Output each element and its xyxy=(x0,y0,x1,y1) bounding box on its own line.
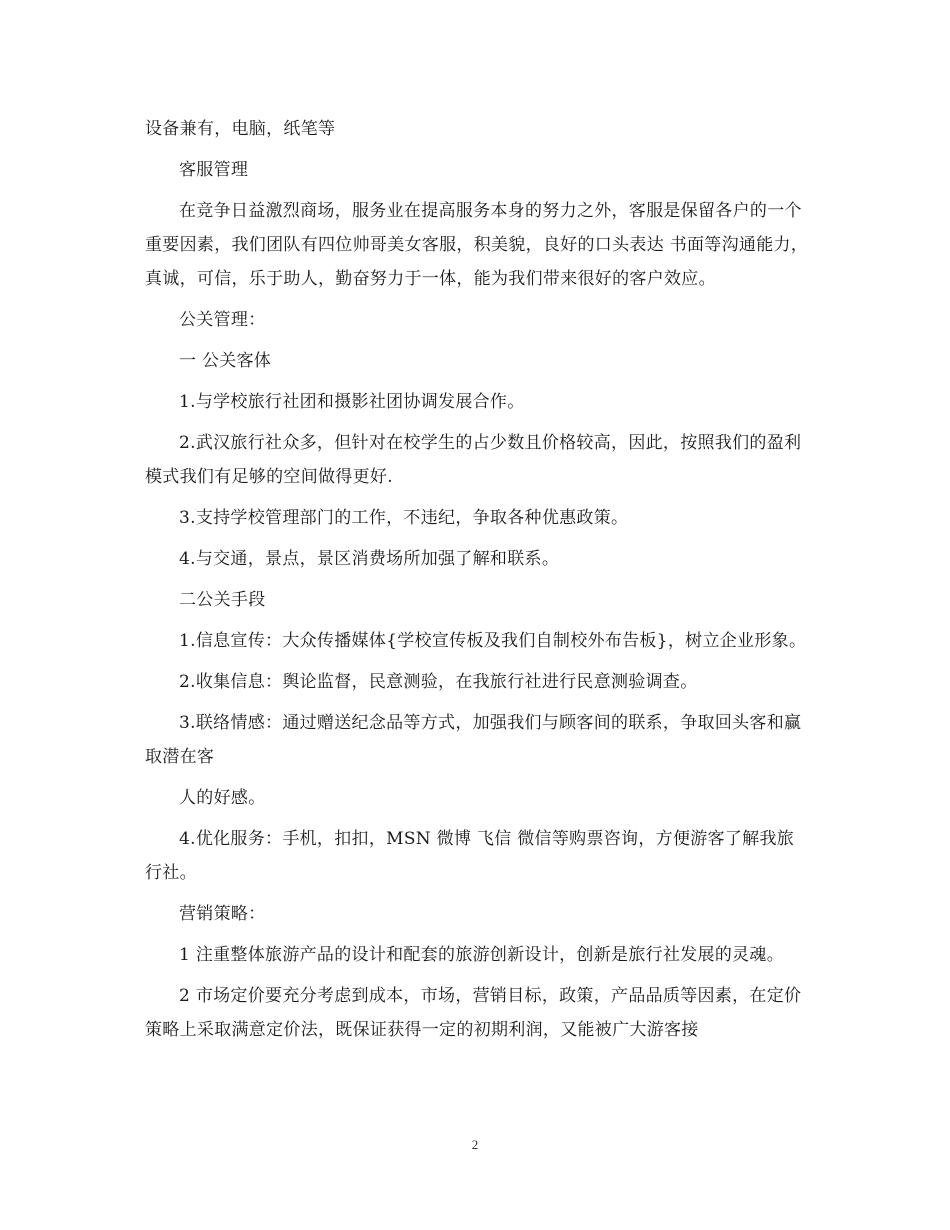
heading-customer-service: 客服管理 xyxy=(179,160,249,180)
list-item-pr-means-2: 2.收集信息：舆论监督，民意测验，在我旅行社进行民意测验调查。 xyxy=(179,672,698,692)
list-item-pr-object-1: 1.与学校旅行社团和摄影社团协调发展合作。 xyxy=(179,392,525,412)
document-body xyxy=(145,112,810,1054)
page-number: 2 xyxy=(471,1137,479,1152)
list-item-pr-means-1: 1.信息宣传：大众传播媒体{学校宣传板及我们自制校外布告板}，树立企业形象。 xyxy=(179,631,807,651)
list-item-pr-means-3: 3.联络情感：通过赠送纪念品等方式，加强我们与顾客间的联系，争取回头客和赢取潜在客 xyxy=(145,713,802,767)
heading-public-relations: 公关管理： xyxy=(179,310,266,330)
list-item-marketing-1: 1 注重整体旅游产品的设计和配套的旅游创新设计，创新是旅行社发展的灵魂。 xyxy=(179,945,785,965)
list-item-marketing-2: 2 市场定价要充分考虑到成本，市场，营销目标，政策，产品品质等因素，在定价策略上采取满意定价法，既保证获得一定的初期利润，又能被广大游客接 xyxy=(145,986,802,1040)
list-item-pr-means-3-continued: 人的好感。 xyxy=(179,788,266,808)
subheading-pr-object: 一 公关客体 xyxy=(179,351,272,371)
list-item-pr-means-4: 4.优化服务：手机，扣扣，MSN 微博 飞信 微信等购票咨询，方便游客了解我旅行社。 xyxy=(145,829,795,883)
list-item-pr-object-2: 2.武汉旅行社众多，但针对在校学生的占少数且价格较高，因此，按照我们的盈利模式我们有足够的空间做得更好. xyxy=(145,433,802,487)
paragraph-customer-service: 在竞争日益激烈商场，服务业在提高服务本身的努力之外，客服是保留各户的一个重要因素，我们团队有四位帅哥美女客服，积美貌，良好的口头表达 书面等沟通能力，真诚，可信，乐于助人，勤奋努力于一体，能为我们带来很好的客户效应。 xyxy=(145,201,809,289)
heading-marketing-strategy: 营销策略： xyxy=(179,904,266,924)
paragraph-equipment: 设备兼有，电脑，纸笔等 xyxy=(145,119,336,139)
subheading-pr-means: 二公关手段 xyxy=(179,590,266,610)
list-item-pr-object-4: 4.与交通，景点，景区消费场所加强了解和联系。 xyxy=(179,549,560,569)
list-item-pr-object-3: 3.支持学校管理部门的工作，不违纪，争取各种优惠政策。 xyxy=(179,508,629,528)
